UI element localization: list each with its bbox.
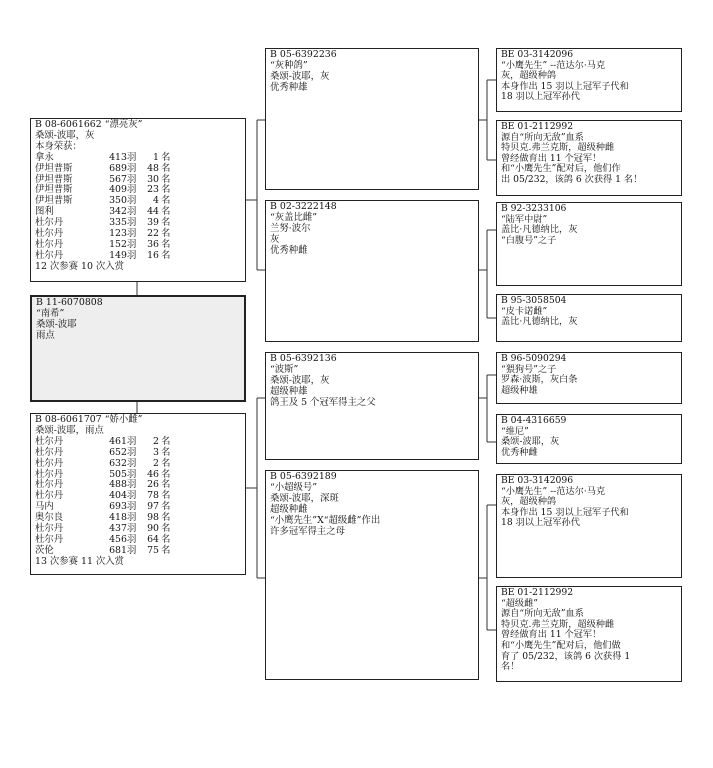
- result-birds: 681: [109, 544, 127, 556]
- gp-line: “灰盖比雌”: [270, 211, 318, 223]
- ggp-line: 曾经做育出 11 个冠军！: [501, 152, 602, 164]
- ggp-line: 源自“所向无敌”血系: [501, 131, 584, 143]
- result-rank-unit: 名: [161, 206, 171, 218]
- result-rank: 1: [153, 151, 159, 163]
- ggp-line: 特贝克.弗兰克斯，超级种雌: [501, 618, 615, 630]
- result-place: 杜尔丹: [35, 228, 64, 240]
- result-birds-unit: 羽: [127, 435, 137, 447]
- result-rank: 3: [153, 446, 159, 458]
- gp-line: 优秀种雄: [270, 81, 308, 93]
- ggp-line: 名！: [501, 661, 520, 673]
- result-rank: 2: [153, 457, 159, 469]
- result-birds-unit: 羽: [127, 512, 137, 524]
- great-grandparent-card: [496, 414, 682, 464]
- dam-results: [35, 437, 242, 557]
- result-birds: 123: [109, 228, 127, 240]
- result-place: 伊坦普斯: [35, 162, 73, 174]
- result-place: 伊坦普斯: [35, 173, 73, 185]
- ggp-line: “陆军中尉”: [501, 213, 548, 225]
- ggp-line: 盖比·凡德纳比，灰: [501, 224, 578, 236]
- result-rank-unit: 名: [161, 544, 171, 556]
- ggp-line: BE 01-2112992: [501, 121, 574, 132]
- great-grandparent-card: [496, 294, 682, 342]
- result-rank-unit: 名: [161, 512, 171, 524]
- result-birds-unit: 羽: [127, 533, 137, 545]
- result-birds-unit: 羽: [127, 206, 137, 218]
- result-birds-unit: 羽: [127, 184, 137, 196]
- ggp-line: 18 羽以上冠军孙代: [501, 91, 580, 103]
- grandparent-card: [265, 48, 479, 190]
- result-rank-unit: 名: [161, 162, 171, 174]
- ggp-line: 源自“所向无敌”血系: [501, 608, 584, 620]
- result-birds-unit: 羽: [127, 501, 137, 513]
- subject-card: [30, 295, 246, 402]
- gp-line: “灰种鸽”: [270, 59, 308, 71]
- result-birds-unit: 羽: [127, 523, 137, 535]
- dam-card: [30, 413, 246, 575]
- result-rank-unit: 名: [161, 479, 171, 491]
- result-birds: 488: [109, 479, 127, 491]
- result-birds-unit: 羽: [127, 479, 137, 491]
- ggp-line: BE 03-3142096: [501, 49, 574, 60]
- result-rank: 39: [147, 217, 159, 229]
- ggp-line: “维尼”: [501, 425, 529, 437]
- result-birds-unit: 羽: [127, 162, 137, 174]
- result-rank-unit: 名: [161, 533, 171, 545]
- great-grandparent-card: [496, 120, 682, 196]
- result-place: 杜尔丹: [35, 468, 64, 480]
- result-rank-unit: 名: [161, 228, 171, 240]
- ggp-line: BE 03-3142096: [501, 475, 574, 486]
- grandparent-card: [265, 200, 479, 342]
- result-rank-unit: 名: [161, 217, 171, 229]
- result-rank: 90: [147, 523, 159, 535]
- gp-line: “小超级号”: [270, 481, 318, 493]
- result-rank: 75: [147, 544, 159, 556]
- ggp-line: 18 羽以上冠军孙代: [501, 517, 580, 529]
- result-place: 马内: [35, 501, 54, 513]
- result-rank-unit: 名: [161, 435, 171, 447]
- dam-header: B 08-6061707 “娇小雌”: [35, 414, 143, 425]
- result-birds-unit: 羽: [127, 238, 137, 250]
- ggp-line: “猥狗号”之子: [501, 363, 557, 375]
- ggp-line: 和“小鹰先生”配对后，他们作: [501, 163, 621, 175]
- result-birds: 413: [109, 151, 127, 163]
- result-rank: 22: [147, 228, 159, 240]
- result-birds: 409: [109, 184, 127, 196]
- ggp-line: 罗森·波斯，灰白条: [501, 374, 578, 386]
- result-birds-unit: 羽: [127, 457, 137, 469]
- result-birds-unit: 羽: [127, 468, 137, 480]
- ggp-line: 灰，超级种鸽: [501, 496, 557, 508]
- gp-line: 桑颂-波耶，深斑: [270, 492, 339, 504]
- great-grandparent-card: [496, 352, 682, 404]
- result-birds: 335: [109, 217, 127, 229]
- result-birds: 152: [109, 238, 127, 250]
- result-rank: 26: [147, 479, 159, 491]
- gp-line: 鸽王及 5 个冠军得主之父: [270, 396, 376, 408]
- ggp-line: B 95-3058504: [501, 295, 567, 306]
- gp-line: B 05-6392136: [270, 353, 337, 364]
- result-birds-unit: 羽: [127, 446, 137, 458]
- result-rank: 48: [147, 162, 159, 174]
- great-grandparent-card: [496, 202, 682, 286]
- ggp-line: “小鹰先生” --范达尔·马克: [501, 485, 606, 497]
- ggp-line: 灰，超级种鸽: [501, 70, 557, 82]
- gp-line: B 05-6392189: [270, 471, 337, 482]
- result-birds-unit: 羽: [127, 195, 137, 207]
- result-rank: 78: [147, 490, 159, 502]
- grandparent-card: [265, 352, 479, 460]
- ggp-line: 本身作出 15 羽以上冠军子代和: [501, 506, 629, 518]
- ggp-line: 育了 05/232，该鸽 6 次获得 1: [501, 650, 631, 662]
- result-rank: 36: [147, 238, 159, 250]
- ggp-line: B 92-3233106: [501, 203, 567, 214]
- result-rank-unit: 名: [161, 184, 171, 196]
- result-birds-unit: 羽: [127, 217, 137, 229]
- result-birds: 342: [109, 206, 127, 218]
- gp-line: “小鹰先生”X“超级雌”作出: [270, 514, 381, 526]
- sire-results: [35, 153, 242, 262]
- result-rank-unit: 名: [161, 490, 171, 502]
- dam-line: 桑颂-波耶，雨点: [35, 424, 104, 436]
- gp-line: “波斯”: [270, 363, 299, 375]
- result-birds-unit: 羽: [127, 228, 137, 240]
- result-place: 杜尔丹: [35, 446, 64, 458]
- result-birds-unit: 羽: [127, 249, 137, 261]
- result-rank-unit: 名: [161, 468, 171, 480]
- result-place: 杜尔丹: [35, 479, 64, 491]
- great-grandparent-card: [496, 474, 682, 578]
- result-rank-unit: 名: [161, 238, 171, 250]
- subject-ring: B 11-6070808: [36, 297, 103, 308]
- ggp-line: 曾经做育出 11 个冠军！: [501, 629, 602, 641]
- result-rank-unit: 名: [161, 501, 171, 513]
- great-grandparent-card: [496, 48, 682, 112]
- result-place: 杜尔丹: [35, 490, 64, 502]
- sire-line: 桑颂-波耶，灰: [35, 129, 95, 141]
- ggp-line: 出 05/232，该鸽 6 次获得 1 名！: [501, 173, 643, 185]
- result-birds: 632: [109, 457, 127, 469]
- ggp-line: 盖比·凡德纳比，灰: [501, 316, 578, 328]
- result-place: 杜尔丹: [35, 435, 64, 447]
- result-place: 杜尔丹: [35, 533, 64, 545]
- result-birds: 418: [109, 512, 127, 524]
- result-rank-unit: 名: [161, 523, 171, 535]
- result-birds: 461: [109, 435, 127, 447]
- gp-line: 超级种雌: [270, 503, 308, 515]
- result-place: 杜尔丹: [35, 249, 64, 261]
- gp-line: 许多冠军得主之母: [270, 525, 346, 537]
- result-rank: 2: [153, 435, 159, 447]
- result-place: 图利: [35, 206, 54, 218]
- great-grandparent-card: [496, 586, 682, 682]
- result-birds: 693: [109, 501, 127, 513]
- result-rank-unit: 名: [161, 446, 171, 458]
- result-place: 杜尔丹: [35, 523, 64, 535]
- result-rank-unit: 名: [161, 151, 171, 163]
- ggp-line: 桑颂-波耶，灰: [501, 436, 560, 448]
- sire-line: 本身荣获：: [35, 140, 82, 152]
- result-place: 杜尔丹: [35, 217, 64, 229]
- result-rank: 46: [147, 468, 159, 480]
- result-rank-unit: 名: [161, 173, 171, 185]
- result-place: 拿永: [35, 151, 54, 163]
- result-birds: 505: [109, 468, 127, 480]
- sire-card: [30, 118, 246, 282]
- result-rank: 64: [147, 533, 159, 545]
- ggp-line: BE 01-2112992: [501, 587, 574, 598]
- gp-line: 桑颂-波耶，灰: [270, 70, 330, 82]
- subject-name: “南希”: [36, 307, 65, 319]
- result-rank: 4: [153, 195, 159, 207]
- result-birds: 437: [109, 523, 127, 535]
- result-place: 伊坦普斯: [35, 195, 73, 207]
- result-rank: 23: [147, 184, 159, 196]
- result-rank: 98: [147, 512, 159, 524]
- ggp-line: B 04-4316659: [501, 415, 567, 426]
- gp-line: B 05-6392236: [270, 49, 337, 60]
- ggp-line: 本身作出 15 羽以上冠军子代和: [501, 80, 629, 92]
- result-rank-unit: 名: [161, 249, 171, 261]
- result-place: 杜尔丹: [35, 238, 64, 250]
- result-rank-unit: 名: [161, 195, 171, 207]
- result-birds-unit: 羽: [127, 151, 137, 163]
- ggp-line: 优秀种雌: [501, 446, 538, 458]
- gp-line: 优秀种雌: [270, 244, 308, 256]
- sire-summary: 12 次参赛 10 次入赏: [35, 260, 125, 272]
- ggp-line: “小鹰先生” --范达尔·马克: [501, 59, 606, 71]
- sire-header: B 08-6061662 “漂亮灰”: [35, 119, 143, 130]
- result-birds: 404: [109, 490, 127, 502]
- result-rank: 97: [147, 501, 159, 513]
- result-birds: 689: [109, 162, 127, 174]
- result-birds: 456: [109, 533, 127, 545]
- result-birds-unit: 羽: [127, 490, 137, 502]
- ggp-line: “皮卡诺雌”: [501, 305, 548, 317]
- result-place: 茨伦: [35, 544, 54, 556]
- ggp-line: “超级雌”: [501, 597, 538, 609]
- result-place: 奥尔良: [35, 512, 64, 524]
- ggp-line: “白腹号”之子: [501, 234, 557, 246]
- gp-line: 兰努·波尔: [270, 222, 311, 234]
- gp-line: 超级种雄: [270, 385, 308, 397]
- result-birds-unit: 羽: [127, 544, 137, 556]
- result-birds: 350: [109, 195, 127, 207]
- gp-line: 桑颂-波耶，灰: [270, 374, 330, 386]
- subject-line: 雨点: [36, 329, 55, 341]
- ggp-line: 超级种雄: [501, 384, 538, 396]
- result-place: 杜尔丹: [35, 457, 64, 469]
- result-rank: 30: [147, 173, 159, 185]
- result-rank-unit: 名: [161, 457, 171, 469]
- ggp-line: B 96-5090294: [501, 353, 567, 364]
- result-rank: 16: [147, 249, 159, 261]
- ggp-line: 和“小鹰先生”配对后，他们做: [501, 639, 621, 651]
- dam-summary: 13 次参赛 11 次入赏: [35, 555, 125, 567]
- subject-line: 桑颂-波耶: [36, 318, 77, 330]
- result-birds: 149: [109, 249, 127, 261]
- gp-line: B 02-3222148: [270, 201, 337, 212]
- ggp-line: 特贝克.弗兰克斯，超级种雌: [501, 142, 615, 154]
- result-birds: 567: [109, 173, 127, 185]
- result-place: 伊坦普斯: [35, 184, 73, 196]
- gp-line: 灰: [270, 233, 280, 245]
- result-birds-unit: 羽: [127, 173, 137, 185]
- result-rank: 44: [147, 206, 159, 218]
- result-birds: 652: [109, 446, 127, 458]
- grandparent-card: [265, 470, 479, 680]
